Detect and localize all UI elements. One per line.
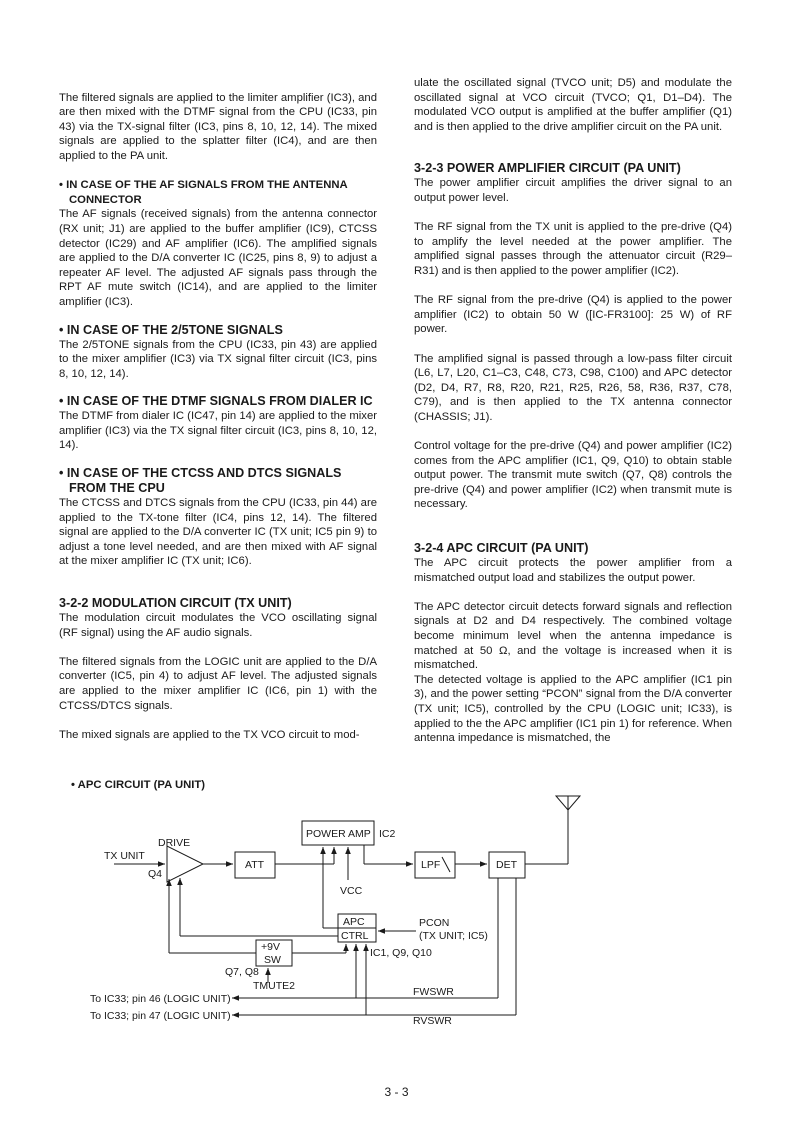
power-amp-text-1: The power amplifier circuit amplifies the driver signal to an output power level.: [414, 177, 732, 204]
tx-unit-label: TX UNIT: [104, 850, 145, 862]
ctrl-label: CTRL: [341, 930, 369, 942]
lpf-label: LPF: [421, 859, 441, 871]
sw-label: SW: [264, 954, 281, 966]
power-amp-text-2: The RF signal from the TX unit is applied to the pre-drive (Q4) to amplify the level needed at the power amplifier. The amplified signal passes through the attenuator circuit (R29–R31) and is then applied to the power amplifier (IC2).: [414, 221, 732, 277]
dtmf-text: The DTMF from dialer IC (IC47, pin 14) are applied to the mixer amplifier (IC3) via the TX signal filter circuit (IC3, pins 8, 10, 12, 14).: [59, 410, 377, 452]
ctcss-heading: • IN CASE OF THE CTCSS AND DTCS SIGNALS FROM THE CPU: [59, 466, 342, 496]
page-number: 3 - 3: [384, 1085, 409, 1099]
ctcss-text: The CTCSS and DTCS signals from the CPU (IC33, pin 44) are applied to the TX-tone filter (IC4, pins 12, 14). The filtered signal are applied to the D/A converter IC (TX unit; IC5 pin 9) to adjust a tone level needed, and are then mixed with AF signal at the mixer amplifier IC (TX unit; IC6).: [59, 497, 377, 568]
power-amp-label: POWER AMP: [306, 828, 371, 840]
to-ic33-pin46-label: To IC33; pin 46 (LOGIC UNIT): [90, 993, 231, 1005]
apc-label: APC: [343, 916, 365, 928]
modulation-text-1: The modulation circuit modulates the VCO oscillating signal (RF signal) using the AF audio signals.: [59, 612, 377, 639]
apc-diagram-title: • APC CIRCUIT (PA UNIT): [71, 779, 206, 791]
tmute-label: TMUTE2: [253, 980, 295, 992]
to-ic33-pin47-label: To IC33; pin 47 (LOGIC UNIT): [90, 1010, 231, 1022]
power-amp-text-3: The RF signal from the pre-drive (Q4) is applied to the power amplifier (IC2) to obtain 50 W ([IC-FR3100]: 25 W) of RF power.: [414, 294, 732, 336]
tone-text: The 2/5TONE signals from the CPU (IC33, pin 43) are applied to the mixer amplifier (IC3) via TX signal filter circuit (IC3, pins 8, 10, 12, 14).: [59, 338, 377, 380]
drive-amp-symbol: [167, 846, 203, 882]
apc-text-3: The detected voltage is applied to the APC amplifier (IC1 pin 3), and the power setting “PCON” signal from the D/A converter (TX unit; IC5), controlled by the CPU (LOGIC unit; IC33), is applied to the the APC amplifier (IC1 pin 1) for reference. When antenna impedance is mismatched, the: [414, 673, 732, 745]
ic2-label: IC2: [379, 828, 396, 840]
q7q8-label: Q7, Q8: [225, 966, 259, 978]
att-label: ATT: [245, 859, 265, 871]
dtmf-heading: • IN CASE OF THE DTMF SIGNALS FROM DIALER IC: [59, 394, 373, 409]
pcon-label: PCON: [419, 917, 450, 929]
apc-heading: 3-2-4 APC CIRCUIT (PA UNIT): [414, 541, 589, 556]
modulation-heading: 3-2-2 MODULATION CIRCUIT (TX UNIT): [59, 596, 292, 611]
af-signals-heading: • IN CASE OF THE AF SIGNALS FROM THE ANTENNA CONNECTOR: [59, 179, 348, 206]
modulation-text-3: The mixed signals are applied to the TX VCO circuit to mod-: [59, 728, 360, 741]
pcon-source-label: (TX UNIT; IC5): [419, 930, 488, 942]
det-label: DET: [496, 859, 517, 871]
lpf-slash: [442, 857, 450, 872]
q4-label: Q4: [148, 868, 163, 880]
drive-label: DRIVE: [158, 837, 191, 849]
power-amp-text-5: Control voltage for the pre-drive (Q4) and power amplifier (IC2) comes from the APC amplifier (IC1, Q9, Q10) to obtain stable output power. The transmit mute switch (Q7, Q8) controls the pre-drive (Q4) and power amplifier (IC2) when transmit mute is necessary.: [414, 440, 732, 511]
af-signals-text: The AF signals (received signals) from the antenna connector (RX unit; J1) are applied to the buffer amplifier (IC9), CTCSS detector (IC29) and AF amplifier (IC6). The amplified signals are applied to the D/A converter IC (IC25, pins 8, 9) to adjust a repeater AF level. The adjusted AF signals pass through the RPT AF mute switch (IC14), and are applied to the limiter amplifier (IC3).: [59, 208, 377, 308]
modulation-text-2: The filtered signals from the LOGIC unit are applied to the D/A converter (IC5, pin 4) to adjust AF level. The adjusted signals are applied to the mixer amplifier IC (IC6, pin 1) with the CTCSS/DTCS signals.: [59, 655, 377, 712]
tone-heading: • IN CASE OF THE 2/5TONE SIGNALS: [59, 322, 283, 337]
fwswr-label: FWSWR: [413, 986, 454, 998]
power-amp-text-4: The amplified signal is passed through a low-pass filter circuit (L6, L7, L20, C1–C3, C48, C73, C98, C100) and APC detector (D2, D4, R7, R8, R20, R21, R25, R26, 58, R36, R37, C78, C79), and is then applied to the TX antenna connector (CHASSIS; J1).: [414, 352, 732, 423]
rvswr-label: RVSWR: [413, 1015, 452, 1027]
sw-9v-label: +9V: [261, 941, 280, 953]
apc-text-2: The APC detector circuit detects forward signals and reflection signals at D2 and D4 respectively. The combined voltage become minimum level when the antenna impedance is matched at 50 Ω, and the voltage is increased when it is mismatched.: [414, 600, 732, 672]
power-amp-heading: 3-2-3 POWER AMPLIFIER CIRCUIT (PA UNIT): [414, 161, 681, 176]
apc-text-1: The APC circuit protects the power amplifier from a mismatched output load and stabilizes the output power.: [414, 557, 732, 584]
ic1-label: IC1, Q9, Q10: [370, 947, 432, 959]
modulation-continued: ulate the oscillated signal (TVCO unit; D5) and modulate the oscillated signal at VCO circuit (TVCO; Q1, D1–D4). The modulated VCO output is amplified at the buffer amplifier (Q1) and is then applied to the drive amplifier circuit on the PA unit.: [414, 77, 732, 133]
intro-paragraph: The filtered signals are applied to the limiter amplifier (IC3), and are then mixed with the DTMF signal from the CPU (IC33, pin 43) via the TX-signal filter (IC3, pins 8, 10, 12, 14). The mixed signals are applied to the splatter filter (IC4), and are then applied to the PA unit.: [59, 91, 377, 162]
vcc-label: VCC: [340, 885, 363, 897]
